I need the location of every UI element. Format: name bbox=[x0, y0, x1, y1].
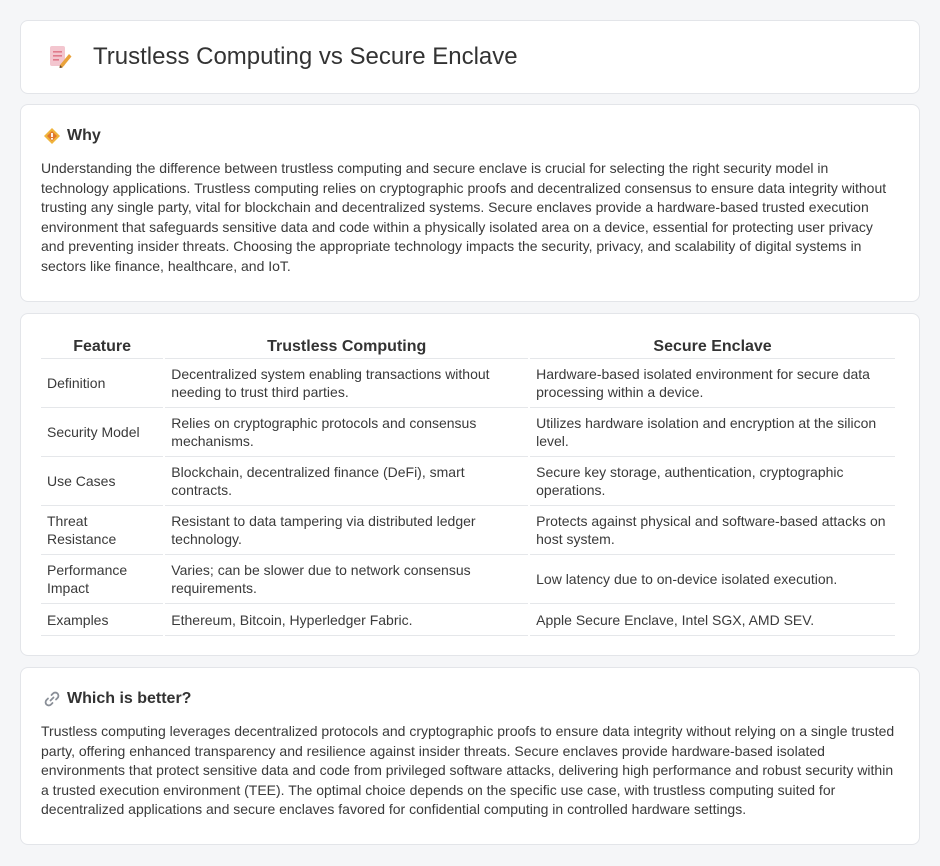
column-header-trustless-computing: Trustless Computing bbox=[165, 334, 528, 359]
table-header-row bbox=[41, 334, 895, 359]
enclave-cell: Hardware-based isolated environment for secure data processing within a device. bbox=[530, 359, 895, 408]
trustless-cell: Ethereum, Bitcoin, Hyperledger Fabric. bbox=[165, 604, 528, 636]
trustless-cell: Varies; can be slower due to network consensus requirements. bbox=[165, 555, 528, 604]
table-row bbox=[41, 555, 895, 604]
page-title: Trustless Computing vs Secure Enclave bbox=[93, 43, 518, 70]
enclave-cell: Secure key storage, authentication, cryptographic operations. bbox=[530, 457, 895, 506]
header-card bbox=[20, 20, 920, 94]
diamond-warning-icon bbox=[43, 127, 61, 145]
feature-cell: Definition bbox=[41, 359, 163, 408]
comparison-table-card bbox=[20, 313, 920, 656]
feature-cell: Performance Impact bbox=[41, 555, 163, 604]
why-heading bbox=[43, 127, 899, 145]
comparison-table bbox=[39, 334, 897, 636]
enclave-cell: Apple Secure Enclave, Intel SGX, AMD SEV. bbox=[530, 604, 895, 636]
why-title: Why bbox=[67, 127, 101, 144]
column-header-secure-enclave: Secure Enclave bbox=[530, 334, 895, 359]
which-heading bbox=[43, 690, 899, 708]
feature-cell: Use Cases bbox=[41, 457, 163, 506]
enclave-cell: Protects against physical and software-based attacks on host system. bbox=[530, 506, 895, 555]
document-pencil-icon bbox=[47, 44, 73, 70]
enclave-cell: Low latency due to on-device isolated execution. bbox=[530, 555, 895, 604]
why-section bbox=[20, 104, 920, 302]
table-row bbox=[41, 604, 895, 636]
trustless-cell: Resistant to data tampering via distributed ledger technology. bbox=[165, 506, 528, 555]
which-paragraph: Trustless computing leverages decentralized protocols and cryptographic proofs to ensure data integrity without relying on a single trusted party, offering enhanced transparency and resilience against insider threats. Secure enclaves provide hardware-based isolated environments that protect sensitive data and code from privileged software attacks, delivering high performance and robust security within a trusted execution environment (TEE). The optimal choice depends on the specific use case, with trustless computing suited for decentralized applications and secure enclaves favored for confidential computing in controlled hardware settings. bbox=[41, 723, 895, 818]
which-title: Which is better? bbox=[67, 690, 192, 707]
table-row bbox=[41, 359, 895, 408]
feature-cell: Security Model bbox=[41, 408, 163, 457]
why-paragraph: Understanding the difference between trustless computing and secure enclave is crucial for selecting the right security model in technology applications. Trustless computing relies on cryptographic proofs and decentralized consensus to ensure data integrity without trusting any single party, vital for blockchain and decentralized systems. Secure enclaves provide a hardware-based trusted execution environment that safeguards sensitive data and code within a physically isolated area on a device, essential for protecting user privacy and preventing insider threats. Choosing the appropriate technology impacts the security, privacy, and scalability of digital systems in sectors like finance, healthcare, and IoT. bbox=[41, 160, 887, 274]
feature-cell: Threat Resistance bbox=[41, 506, 163, 555]
feature-cell: Examples bbox=[41, 604, 163, 636]
which-section bbox=[20, 667, 920, 845]
link-icon bbox=[43, 690, 61, 708]
table-row bbox=[41, 457, 895, 506]
trustless-cell: Blockchain, decentralized finance (DeFi), smart contracts. bbox=[165, 457, 528, 506]
trustless-cell: Relies on cryptographic protocols and consensus mechanisms. bbox=[165, 408, 528, 457]
table-row bbox=[41, 506, 895, 555]
column-header-feature: Feature bbox=[41, 334, 163, 359]
trustless-cell: Decentralized system enabling transactions without needing to trust third parties. bbox=[165, 359, 528, 408]
enclave-cell: Utilizes hardware isolation and encryption at the silicon level. bbox=[530, 408, 895, 457]
table-row bbox=[41, 408, 895, 457]
